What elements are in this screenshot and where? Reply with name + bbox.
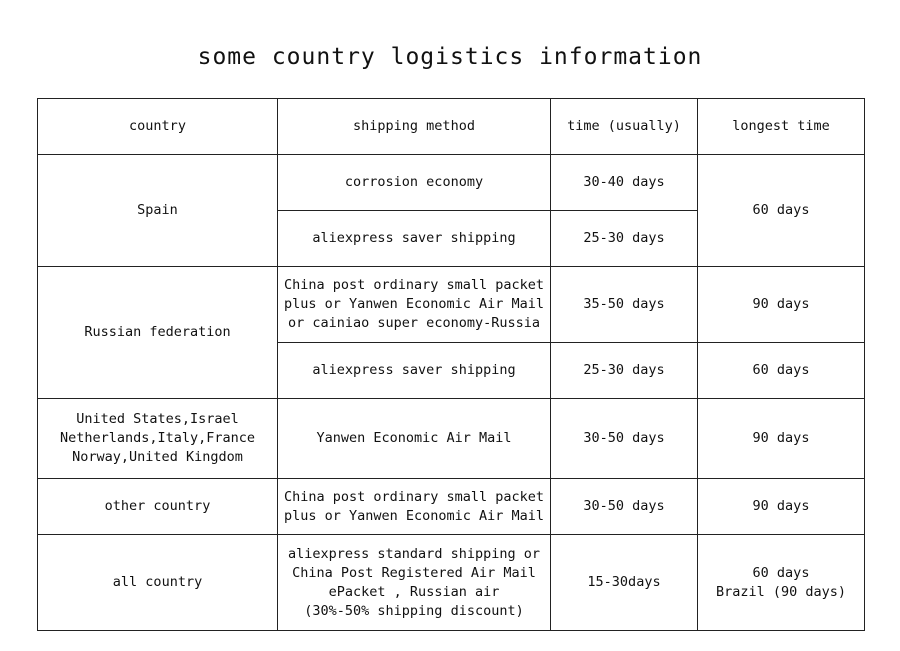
- table-row: [38, 155, 865, 211]
- longest-time-cell: 60 days Brazil (90 days): [698, 535, 865, 631]
- longest-time-cell: 60 days: [698, 155, 865, 267]
- time-cell: 35-50 days: [551, 267, 698, 343]
- longest-time-cell: 90 days: [698, 479, 865, 535]
- longest-time-cell: 60 days: [698, 343, 865, 399]
- country-cell-russia: Russian federation: [38, 267, 278, 399]
- table-row: [38, 267, 865, 343]
- method-cell: Yanwen Economic Air Mail: [278, 399, 551, 479]
- longest-time-cell: 90 days: [698, 267, 865, 343]
- time-cell: 30-50 days: [551, 479, 698, 535]
- time-cell: 30-40 days: [551, 155, 698, 211]
- table-row: [38, 479, 865, 535]
- header-time-usually: time (usually): [551, 99, 698, 155]
- method-cell: aliexpress saver shipping: [278, 211, 551, 267]
- time-cell: 25-30 days: [551, 211, 698, 267]
- header-shipping-method: shipping method: [278, 99, 551, 155]
- table-row: [38, 399, 865, 479]
- method-cell: China post ordinary small packet plus or Yanwen Economic Air Mail: [278, 479, 551, 535]
- table-row: [38, 535, 865, 631]
- header-longest-time: longest time: [698, 99, 865, 155]
- country-cell-other: other country: [38, 479, 278, 535]
- method-cell: corrosion economy: [278, 155, 551, 211]
- time-cell: 25-30 days: [551, 343, 698, 399]
- method-cell: aliexpress saver shipping: [278, 343, 551, 399]
- time-cell: 15-30days: [551, 535, 698, 631]
- country-cell-us-group: United States,Israel Netherlands,Italy,France Norway,United Kingdom: [38, 399, 278, 479]
- header-country: country: [38, 99, 278, 155]
- method-cell: aliexpress standard shipping or China Post Registered Air Mail ePacket , Russian air (30%-50% shipping discount): [278, 535, 551, 631]
- table-header-row: [38, 99, 865, 155]
- logistics-table: [37, 98, 865, 631]
- time-cell: 30-50 days: [551, 399, 698, 479]
- page-title: some country logistics information: [197, 44, 703, 70]
- longest-time-cell: 90 days: [698, 399, 865, 479]
- country-cell-all: all country: [38, 535, 278, 631]
- method-cell: China post ordinary small packet plus or Yanwen Economic Air Mail or cainiao super economy-Russia: [278, 267, 551, 343]
- country-cell-spain: Spain: [38, 155, 278, 267]
